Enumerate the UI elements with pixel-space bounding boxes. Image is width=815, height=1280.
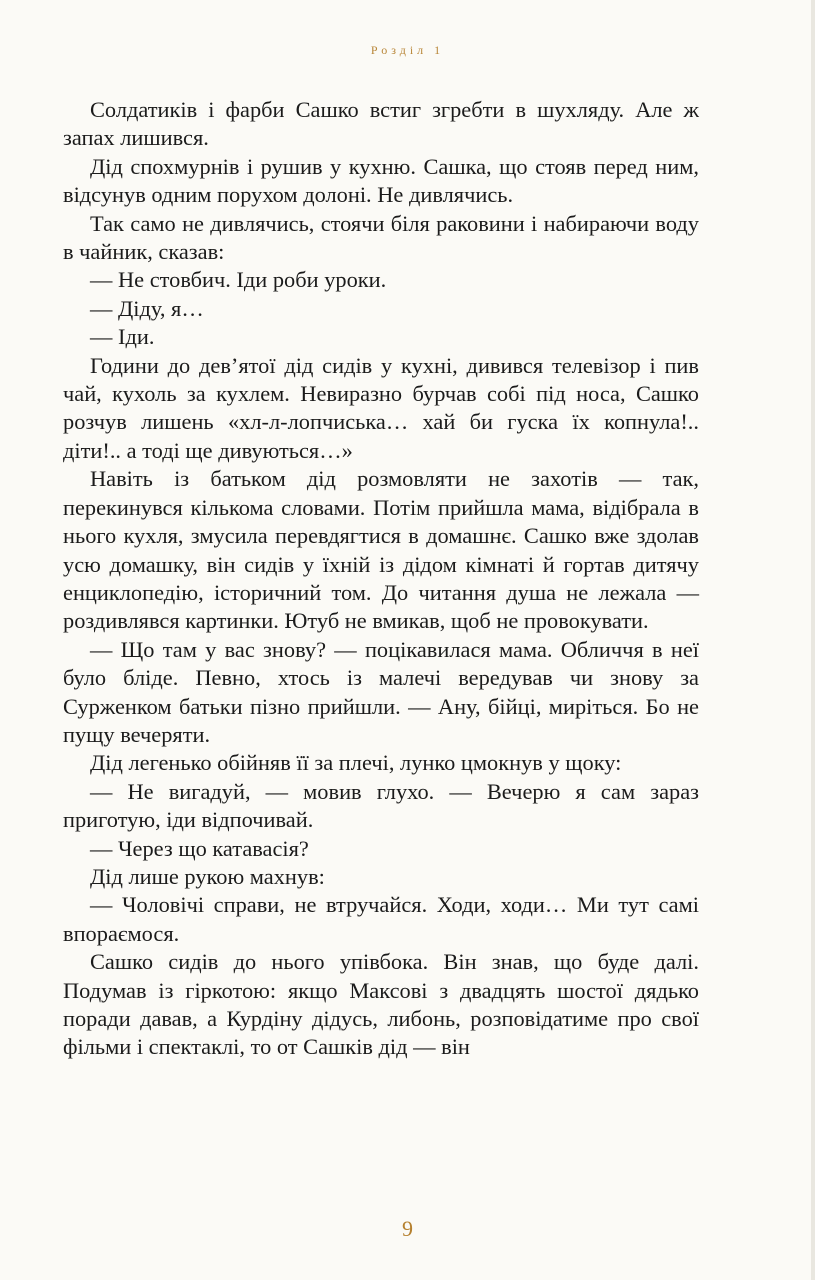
dialogue-line-3: — Іди. [90, 324, 155, 350]
body-text [63, 96, 699, 1062]
dialogue-line-6: — Чоловічі справи, не втручайся. Ходи, ходи… Ми тут самі впораємося. [63, 892, 699, 946]
page-edge [811, 0, 815, 1280]
dialogue-line-2: — Діду, я… [90, 295, 204, 321]
page-number: 9 [402, 1216, 413, 1241]
paragraph-8: Дід лише рукою махнув: [90, 863, 325, 889]
paragraph-7: Дід легенько обійняв її за плечі, лунко цмокнув у щоку: [90, 750, 622, 776]
paragraph-6: — Що там у вас знову? — поцікавилася мама. Обличчя в неї було бліде. Певно, хтось із малечі вередував чи знову за Сурженком батьки пізно прийшли. — Ану, бійці, миріться. Бо не пущу вечеряти. [63, 636, 699, 747]
dialogue-line-1: — Не стовбич. Іди роби уроки. [90, 267, 387, 293]
paragraph-4: Години до дев’ятої дід сидів у кухні, дивився телевізор і пив чай, кухоль за кухлем. Невиразно бурчав собі під носа, Сашко розчув лишень «хл-л-лопчиська… хай би гуска їх копнула!.. діти!.. а тоді ще дивуються…» [63, 352, 699, 463]
dialogue-line-4: — Не вигадуй, — мовив глухо. — Вечерю я сам зараз приготую, іди відпочивай. [63, 778, 699, 833]
paragraph-9: Сашко сидів до нього упівбока. Він знав, що буде далі. Подумав із гіркотою: якщо Максові з двадцять шостої дядько поради давав, а Курдіну дідусь, либонь, розповідатиме про свої фільми і спектаклі, то от Сашків дід — він [63, 949, 699, 1060]
running-head: Розділ 1 [370, 43, 445, 57]
dialogue-line-5: — Через що катавасія? [90, 835, 309, 861]
paragraph-2: Дід спохмурнів і рушив у кухню. Сашка, що стояв перед ним, відсунув одним порухом долоні. Не дивлячись. [63, 153, 699, 208]
paragraph-1: Солдатиків і фарби Сашко встиг згребти в шухляду. Але ж запах лишився. [63, 97, 699, 151]
paragraph-3: Так само не дивлячись, стоячи біля раковини і набираючи воду в чайник, сказав: [63, 210, 699, 265]
paragraph-5: Навіть із батьком дід розмовляти не захотів — так, перекинувся кількома словами. Потім прийшла мама, відібрала в нього кухля, змусила перевдягтися в домашнє. Сашко вже здолав усю домашку, він сидів у їхній із дідом кімнаті й гортав дитячу енциклопедію, історичний том. До читання душа не лежала — роздивлявся картинки. Ютуб не вмикав, щоб не провокувати. [63, 466, 699, 634]
